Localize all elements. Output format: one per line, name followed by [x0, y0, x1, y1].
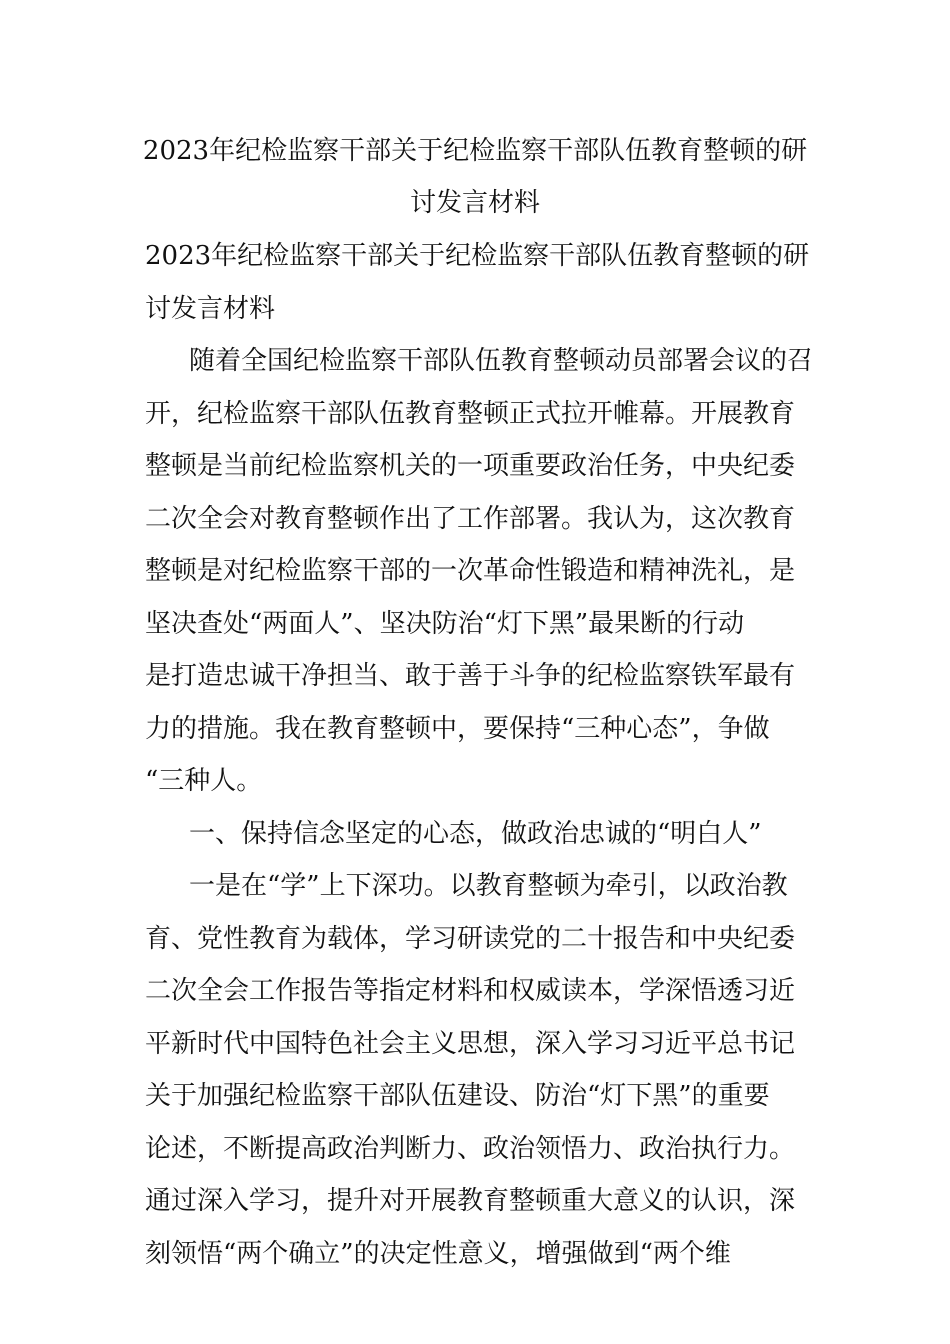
body-line: 通过深入学习，提升对开展教育整顿重大意义的认识，深: [145, 1186, 796, 1216]
title-line-1: 2023年纪检监察干部关于纪检监察干部队伍教育整顿的研: [142, 136, 808, 166]
body-line: 整顿是对纪检监察干部的一次革命性锻造和精神洗礼，是: [145, 556, 796, 586]
body-line: 坚决查处“两面人”、坚决防治“灯下黑”最果断的行动: [145, 608, 745, 639]
title-line-2: 讨发言材料: [409, 188, 540, 218]
body-line: 论述，不断提高政治判断力、政治领悟力、政治执行力。: [145, 1133, 796, 1164]
body-line: 一是在“学”上下深功。以教育整顿为牵引，以政治教: [189, 871, 788, 901]
body-line: 关于加强纪检监察干部队伍建设、防治“灯下黑”的重要: [145, 1081, 770, 1111]
section-heading: 一、保持信念坚定的心态，做政治忠诚的“明白人”: [189, 818, 762, 849]
body-line: 平新时代中国特色社会主义思想，深入学习习近平总书记: [145, 1028, 796, 1059]
body-line: 随着全国纪检监察干部队伍教育整顿动员部署会议的召: [189, 346, 814, 376]
document-title: [140, 125, 810, 229]
body-line: 二次全会对教育整顿作出了工作部署。我认为，这次教育: [145, 503, 796, 534]
body-line: 整顿是当前纪检监察机关的一项重要政治任务，中央纪委: [145, 451, 796, 481]
body-line: 刻领悟“两个确立”的决定性意义，增强做到“两个维: [145, 1238, 731, 1269]
body-line: 讨发言材料: [145, 293, 276, 324]
document-body: [145, 230, 814, 1280]
body-line: “三种人。: [145, 766, 263, 796]
body-line: 力的措施。我在教育整顿中，要保持“三种心态”，争做: [145, 713, 770, 744]
body-line: 2023年纪检监察干部关于纪检监察干部队伍教育整顿的研: [145, 241, 810, 271]
body-line: 开，纪检监察干部队伍教育整顿正式拉开帷幕。开展教育: [145, 398, 796, 429]
body-line: 育、党性教育为载体，学习研读党的二十报告和中央纪委: [145, 923, 796, 954]
body-line: 二次全会工作报告等指定材料和权威读本，学深悟透习近: [145, 976, 796, 1006]
body-line: 是打造忠诚干净担当、敢于善于斗争的纪检监察铁军最有: [145, 661, 796, 691]
